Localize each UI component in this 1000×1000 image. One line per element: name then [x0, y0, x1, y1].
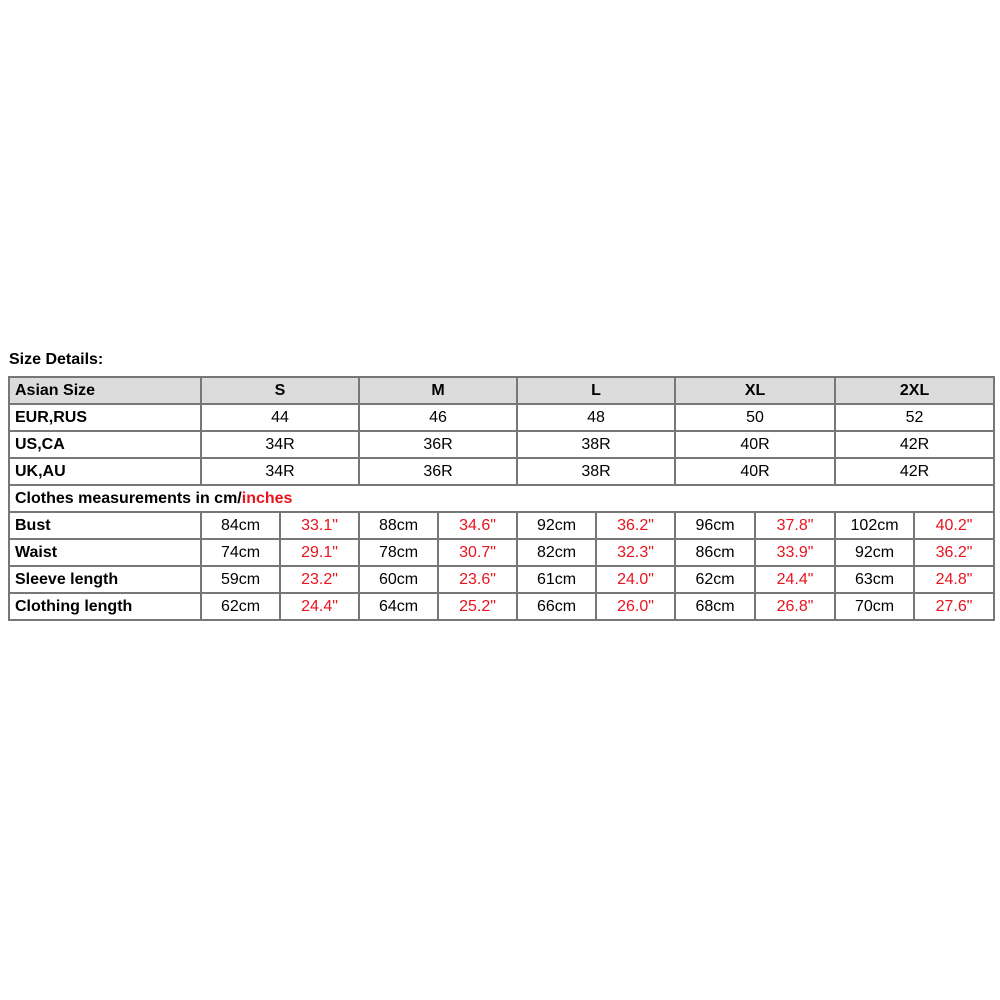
table-cell: 38R	[517, 431, 675, 458]
measurement-row-sleeve-length	[9, 566, 994, 593]
table-cell: 52	[835, 404, 994, 431]
measurement-row-waist	[9, 539, 994, 566]
inch-cell: 23.6"	[438, 566, 517, 593]
row-label: EUR,RUS	[9, 404, 201, 431]
section-row	[9, 485, 994, 512]
size-m: M	[359, 377, 517, 404]
table-cell: 40R	[675, 431, 835, 458]
inch-cell: 32.3"	[596, 539, 675, 566]
measurement-row-clothing-length	[9, 593, 994, 620]
size-s: S	[201, 377, 359, 404]
conversion-row-eur-rus	[9, 404, 994, 431]
table-cell: 42R	[835, 431, 994, 458]
inch-cell: 36.2"	[596, 512, 675, 539]
size-xl: XL	[675, 377, 835, 404]
cm-cell: 74cm	[201, 539, 280, 566]
conversion-row-uk-au	[9, 458, 994, 485]
inch-cell: 33.1"	[280, 512, 359, 539]
row-label: Clothing length	[9, 593, 201, 620]
section-heading	[9, 485, 994, 512]
inch-cell: 25.2"	[438, 593, 517, 620]
inch-cell: 29.1"	[280, 539, 359, 566]
inch-cell: 24.4"	[755, 566, 835, 593]
cm-cell: 92cm	[517, 512, 596, 539]
size-table	[8, 376, 995, 621]
table-cell: 50	[675, 404, 835, 431]
measurement-row-bust	[9, 512, 994, 539]
cm-cell: 62cm	[201, 593, 280, 620]
table-cell: 34R	[201, 458, 359, 485]
cm-cell: 78cm	[359, 539, 438, 566]
table-cell: 46	[359, 404, 517, 431]
inch-cell: 33.9"	[755, 539, 835, 566]
inch-cell: 30.7"	[438, 539, 517, 566]
table-cell: 40R	[675, 458, 835, 485]
section-highlight: inches	[241, 490, 293, 507]
cm-cell: 92cm	[835, 539, 914, 566]
inch-cell: 40.2"	[914, 512, 994, 539]
table-cell: 36R	[359, 458, 517, 485]
inch-cell: 27.6"	[914, 593, 994, 620]
table-cell: 44	[201, 404, 359, 431]
inch-cell: 23.2"	[280, 566, 359, 593]
cm-cell: 88cm	[359, 512, 438, 539]
inch-cell: 26.0"	[596, 593, 675, 620]
cm-cell: 96cm	[675, 512, 755, 539]
table-cell: 36R	[359, 431, 517, 458]
inch-cell: 24.4"	[280, 593, 359, 620]
cm-cell: 62cm	[675, 566, 755, 593]
cm-cell: 82cm	[517, 539, 596, 566]
inch-cell: 24.0"	[596, 566, 675, 593]
row-label: UK,AU	[9, 458, 201, 485]
table-cell: 42R	[835, 458, 994, 485]
cm-cell: 64cm	[359, 593, 438, 620]
row-label: Sleeve length	[9, 566, 201, 593]
row-label: Waist	[9, 539, 201, 566]
cm-cell: 61cm	[517, 566, 596, 593]
table-cell: 38R	[517, 458, 675, 485]
cm-cell: 59cm	[201, 566, 280, 593]
cm-cell: 102cm	[835, 512, 914, 539]
page-title: Size Details:	[9, 351, 104, 368]
cm-cell: 68cm	[675, 593, 755, 620]
cm-cell: 86cm	[675, 539, 755, 566]
row-label: Bust	[9, 512, 201, 539]
table-cell: 34R	[201, 431, 359, 458]
inch-cell: 34.6"	[438, 512, 517, 539]
header-label: Asian Size	[9, 377, 201, 404]
inch-cell: 26.8"	[755, 593, 835, 620]
cm-cell: 63cm	[835, 566, 914, 593]
cm-cell: 60cm	[359, 566, 438, 593]
inch-cell: 37.8"	[755, 512, 835, 539]
inch-cell: 24.8"	[914, 566, 994, 593]
header-row	[9, 377, 994, 404]
cm-cell: 84cm	[201, 512, 280, 539]
conversion-row-us-ca	[9, 431, 994, 458]
cm-cell: 66cm	[517, 593, 596, 620]
size-2xl: 2XL	[835, 377, 994, 404]
inch-cell: 36.2"	[914, 539, 994, 566]
section-prefix: Clothes measurements in cm/	[15, 490, 242, 507]
cm-cell: 70cm	[835, 593, 914, 620]
row-label: US,CA	[9, 431, 201, 458]
table-cell: 48	[517, 404, 675, 431]
size-l: L	[517, 377, 675, 404]
